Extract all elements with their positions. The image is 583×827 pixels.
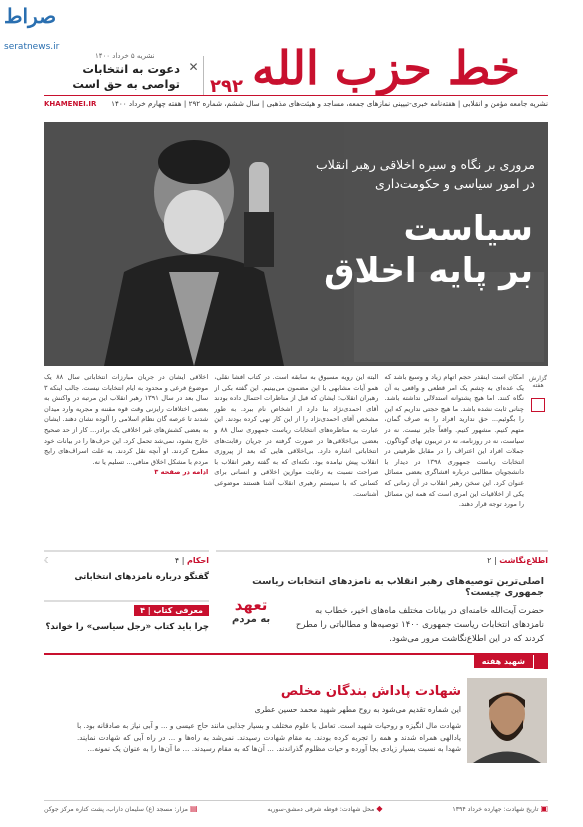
moon-icon: ☾ [44, 555, 52, 565]
bookmark-icon [534, 653, 548, 669]
side-small: به مردم [232, 614, 271, 625]
article-column: امکان است اینقدر حجم اتهام زیاد و وسیع باشد که یک عده‌ای به چشم یک امر قطعی و واقعی به آن نگاه کنند. اما هیچ پشتوانه استدلالی نداشته باشد. چنانی ثابت نشده باشد. ما هیچ حجتی نداریم که این را بگوئیم... حق ندارید افراد را به صرف گمان، متهم کنیم. مشهور کنیم. واقعاً جایز نیست. نه در سیاست، نه در روزنامه، نه در تریبون نهای گوناگون. جملات افراد این اعتراف را در مقابل ظرفیتی در انتخابات ریاست جمهوری ۱۳۹۸ در دیدار با دانشجویان مطالبی درباره افشاگری بعضی مسائل عنوان کرد. این سخن رهبر انقلاب در آن زمانی که یکی از اخلاقیات این امری است که همه این مسائل را مورد توجه قرار دهند. [384, 373, 524, 509]
box-page: ۴ [140, 605, 145, 615]
column-text: کار از حد صحیح خارج بشود، نمی‌شد تحمل کرد. این حرف‌ها را در بیانات خود مطرح کردند. او آنچه نقل کردند. به علت اسراف‌های رایج مردم با مشکل اخلاق منافی... تسلیم یا نه. [44, 425, 209, 466]
martyr-photo [467, 678, 547, 763]
footer-date-text: تاریخ شهادت: جهارده خرداد ۱۳۹۴ [452, 806, 539, 813]
martyr-body: شهادت مال انگیزه و روحیات شهید است. تعامل با علوم مختلف و بسیار جذابی مانند حاج عیسی و ... و آبی نیاز به صادقانه بود. با یادالهی همراه شدند و همه را تجربه کرده بودند. به مقام شهادت رسیدند. نمی‌شد به راه‌ها و ... در راه آبی که شهادت نمایند. شهدا به نسبت بسیار زیادی بجا آورده و حیات مظلوم گذراندند. ... آن‌ها که به مقام رسیدند. ... ما آن‌ها را به‌ عنوان یک نمونه... [77, 721, 461, 753]
column-text: اخلاقی ایشان در جریان مبارزات انتخاباتی سال ۸۸ یک موضوع فرعی و محدود به ایام انتخابات نیست. جالب اینکه ۳ سال بعد در سال ۱۳۹۱ رهبر انقلاب این مرتبه در واکنش به بعضی اختلافات رایزنی وقت قوه مقننه و مجریه وارد میدان شدند تا عرصه گان نظام اسلامی را آلوده نشان دهند. ایشان به بعضی کشش‌های غیر اخلاقی یک برادر... [44, 373, 209, 434]
side-date: نشریه ۵ خرداد ۱۴۰۰ [95, 52, 155, 60]
box-page: ۴ [174, 555, 180, 565]
box-news-side [232, 596, 270, 625]
location-icon: ◆ [376, 804, 383, 813]
box-section: معرفی کتاب | ۴ [134, 605, 209, 616]
calendar-icon: ▣ [540, 804, 548, 813]
hero-title-line-2: بر پایه اخلاق [324, 251, 533, 291]
article-body [44, 372, 548, 542]
article-column: البته این رویه مسبوق به سابقه است. در کتاب افشا نقلی، همو آیات مشابهی با این مضمون می‌بینیم. این گفته بکی از رهبران انقلاب: ایشان که قبل از مناظرات احتمال داده بودند آقای احمدی‌نژاد بنا دارد از اشخاص نام ببرد. به طور مشخص آقای احمدی‌نژاد را از این کار نهی کرده بودند. این عبارت به مناظره‌های انتخابات ریاست جمهوری سال ۸۸ و بعضی بی‌اخلاقی‌ها در صورت گرفته در جریان رقابت‌های انتخاباتی اشاره دارد. بی‌اخلاقی هایی که بعد از پیروزی انقلاب پیش نیامده بود. نکته‌ای که به گفته رهبر انقلاب با صراحت نسبت به رعایت موازین اخلاقی و انسانی برای کسانی که با سیستم رهبری انقلاب آشنا هستند موضوعی آشناست. [214, 373, 379, 498]
hero-title-line-1: سیاست [403, 209, 533, 249]
box-books[interactable] [44, 600, 209, 640]
box-section-label: احکام [186, 555, 209, 565]
footer-place-text: محل شهادت: فوطه شرقی دمشق-سوریه [267, 806, 375, 813]
box-ahkam[interactable] [44, 550, 209, 590]
portrait-image [467, 678, 547, 763]
box-section-label: معرفی کتاب [153, 605, 203, 615]
martyr-divider [44, 653, 548, 671]
box-section: اطلاع‌نگاشت | ۲ [487, 555, 548, 565]
report-tag: گزارش هفته [528, 375, 548, 389]
footer-date [452, 804, 548, 813]
close-icon: ✕ [184, 56, 204, 96]
box-page: ۲ [487, 555, 492, 565]
side-headline[interactable] [45, 62, 180, 92]
box-head [44, 552, 209, 568]
article-column [44, 372, 208, 542]
box-title: اصلی‌ترین توصیه‌های رهبر انقلاب به نامزدهای انتخابات ریاست جمهوری چیست؟ [252, 576, 544, 598]
box-title: گفتگو درباره نامزدهای انتخاباتی [74, 572, 209, 582]
box-body: حضرت آیت‌الله خامنه‌ای در بیانات مختلف ماه‌های اخیر، خطاب به نامزدهای انتخابات ریاست جمهوری ۱۴۰۰ توصیه‌ها و مطالباتی را مطرح کردند که در این اطلاع‌نگاشت مرور می‌شود. [295, 606, 544, 644]
watermark-logo: صراط [4, 4, 57, 28]
issue-number: ۲۹۲ [210, 76, 243, 97]
footer-place [267, 804, 382, 813]
box-section: احکام | ۴ [174, 555, 209, 565]
martyr-title: شهادت پاداش بندگان مخلص [280, 684, 461, 699]
strip-text: نشریه جامعه مؤمن و انقلابی | هفته‌نامه خبری-تبیینی نمازهای جمعه، مساجد و هیئت‌های مذهبی | سال ششم، شماره ۲۹۲ | هفته چهارم خرداد ۱۴۰۰ [111, 99, 548, 108]
box-head [216, 552, 548, 568]
box-title: چرا باید کتاب «رجل سیاسی» را خواند؟ [45, 622, 209, 632]
hero-title [324, 208, 533, 292]
martyr-section: شهید هفته [474, 655, 533, 668]
masthead-logo: خط حزب الله [252, 41, 520, 95]
side-headline-line-2: تواصی به حق است [72, 77, 180, 91]
footer-tomb-text: مزار: مسجد (ع) سلیمان داراب، پشت کتاره مرکز جوکن [44, 806, 188, 813]
tomb-icon: ▤ [189, 804, 198, 813]
box-head [44, 602, 209, 618]
footer-tomb [44, 804, 198, 813]
martyr-subtitle: این شماره تقدیم می‌شود به روح مطهر شهید محمد حسین عطری [254, 705, 461, 714]
footer [44, 800, 548, 814]
strip-brand: KHAMENEI.IR [44, 99, 97, 108]
side-big: تعهد [234, 596, 268, 614]
box-section-label: اطلاع‌نگاشت [499, 555, 548, 565]
watermark-url: seratnews.ir [4, 42, 60, 52]
side-headline-line-1: دعوت به انتخابات [82, 62, 180, 76]
watermark [4, 4, 114, 52]
subtitle-strip [44, 95, 548, 111]
hero-subtitle: مروری بر نگاه و سیره اخلاقی رهبر انقلاب در امور سیاسی و حکومت‌داری [316, 157, 535, 191]
continue-link[interactable]: ادامه در صفحه ۳ [154, 468, 209, 477]
